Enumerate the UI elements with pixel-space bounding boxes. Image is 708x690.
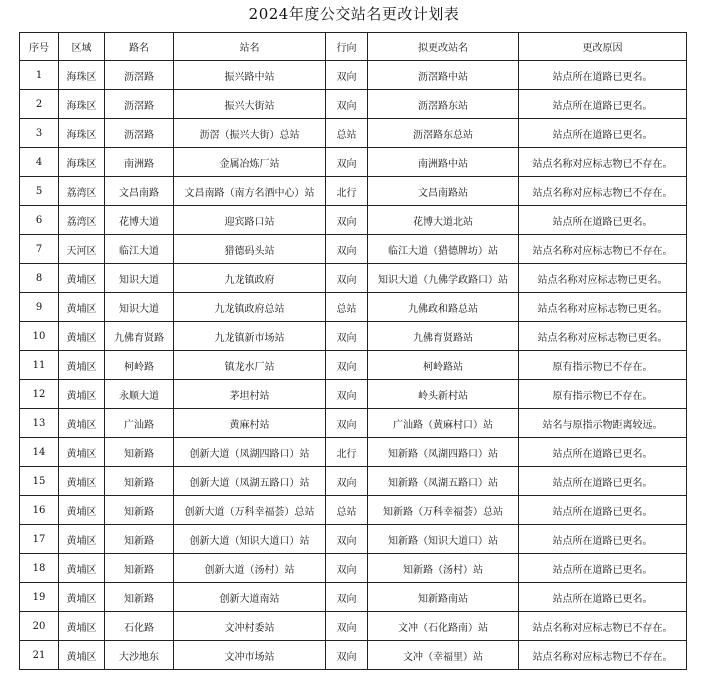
cell-index: 10 [20, 322, 59, 351]
cell-station: 创新大道（万科幸福荟）总站 [174, 496, 326, 525]
cell-direction: 双向 [326, 409, 368, 438]
cell-reason: 站点所在道路已更名。 [519, 206, 687, 235]
table-row [20, 525, 687, 554]
cell-district: 海珠区 [59, 90, 105, 119]
table-row [20, 554, 687, 583]
cell-station: 茅坦村站 [174, 380, 326, 409]
cell-district: 黄埔区 [59, 525, 105, 554]
cell-station: 创新大道（知识大道口）站 [174, 525, 326, 554]
cell-district: 黄埔区 [59, 554, 105, 583]
cell-direction: 北行 [326, 438, 368, 467]
cell-new-station: 岭头新村站 [368, 380, 519, 409]
cell-station: 创新大道（凤湖四路口）站 [174, 438, 326, 467]
cell-index: 13 [20, 409, 59, 438]
cell-district: 海珠区 [59, 61, 105, 90]
cell-reason: 站点所在道路已更名。 [519, 554, 687, 583]
cell-new-station: 临江大道（猎德牌坊）站 [368, 235, 519, 264]
table-row [20, 293, 687, 322]
table-row [20, 351, 687, 380]
cell-road: 广汕路 [105, 409, 174, 438]
cell-index: 16 [20, 496, 59, 525]
cell-station: 迎宾路口站 [174, 206, 326, 235]
cell-new-station: 南洲路中站 [368, 148, 519, 177]
cell-index: 15 [20, 467, 59, 496]
cell-direction: 双向 [326, 264, 368, 293]
cell-station: 九龙镇新市场站 [174, 322, 326, 351]
cell-district: 黄埔区 [59, 322, 105, 351]
table-row [20, 148, 687, 177]
cell-direction: 总站 [326, 293, 368, 322]
cell-reason: 站点名称对应标志物已更名。 [519, 264, 687, 293]
cell-index: 2 [20, 90, 59, 119]
table-row [20, 177, 687, 206]
cell-district: 荔湾区 [59, 177, 105, 206]
cell-reason: 站点所在道路已更名。 [519, 496, 687, 525]
cell-index: 7 [20, 235, 59, 264]
cell-new-station: 文冲（幸福里）站 [368, 641, 519, 670]
table-row [20, 496, 687, 525]
cell-index: 3 [20, 119, 59, 148]
cell-station: 金属冶炼厂站 [174, 148, 326, 177]
table-body [20, 61, 687, 670]
header-district: 区域 [59, 33, 105, 61]
cell-new-station: 柯岭路站 [368, 351, 519, 380]
cell-direction: 双向 [326, 206, 368, 235]
cell-reason: 站点名称对应标志物已不存在。 [519, 148, 687, 177]
table-row [20, 641, 687, 670]
cell-reason: 站点名称对应标志物已不存在。 [519, 641, 687, 670]
cell-direction: 总站 [326, 119, 368, 148]
cell-road: 花博大道 [105, 206, 174, 235]
header-station: 站名 [174, 33, 326, 61]
cell-district: 海珠区 [59, 119, 105, 148]
cell-new-station: 花博大道北站 [368, 206, 519, 235]
cell-direction: 双向 [326, 612, 368, 641]
cell-direction: 双向 [326, 90, 368, 119]
cell-district: 黄埔区 [59, 641, 105, 670]
cell-direction: 双向 [326, 380, 368, 409]
cell-district: 黄埔区 [59, 583, 105, 612]
table-header-row [20, 33, 687, 61]
cell-reason: 站点所在道路已更名。 [519, 467, 687, 496]
cell-direction: 双向 [326, 61, 368, 90]
cell-new-station: 九佛政和路总站 [368, 293, 519, 322]
cell-direction: 双向 [326, 322, 368, 351]
cell-reason: 站点所在道路已更名。 [519, 61, 687, 90]
cell-direction: 双向 [326, 583, 368, 612]
cell-district: 黄埔区 [59, 438, 105, 467]
cell-index: 6 [20, 206, 59, 235]
cell-index: 21 [20, 641, 59, 670]
cell-district: 黄埔区 [59, 612, 105, 641]
cell-district: 海珠区 [59, 148, 105, 177]
cell-station: 九龙镇政府总站 [174, 293, 326, 322]
cell-reason: 原有指示物已不存在。 [519, 351, 687, 380]
cell-road: 知新路 [105, 496, 174, 525]
cell-direction: 双向 [326, 235, 368, 264]
cell-new-station: 知新路（汤村）站 [368, 554, 519, 583]
cell-new-station: 文冲（石化路南）站 [368, 612, 519, 641]
cell-district: 黄埔区 [59, 264, 105, 293]
cell-index: 14 [20, 438, 59, 467]
cell-district: 黄埔区 [59, 293, 105, 322]
cell-road: 知新路 [105, 438, 174, 467]
table-row [20, 467, 687, 496]
cell-district: 荔湾区 [59, 206, 105, 235]
cell-district: 黄埔区 [59, 496, 105, 525]
header-reason: 更改原因 [519, 33, 687, 61]
header-new-station: 拟更改站名 [368, 33, 519, 61]
cell-road: 南洲路 [105, 148, 174, 177]
cell-district: 黄埔区 [59, 380, 105, 409]
cell-index: 12 [20, 380, 59, 409]
cell-direction: 双向 [326, 148, 368, 177]
cell-reason: 站点所在道路已更名。 [519, 525, 687, 554]
cell-station: 创新大道南站 [174, 583, 326, 612]
cell-index: 8 [20, 264, 59, 293]
header-direction: 行向 [326, 33, 368, 61]
cell-station: 创新大道（凤湖五路口）站 [174, 467, 326, 496]
cell-index: 11 [20, 351, 59, 380]
cell-reason: 站点所在道路已更名。 [519, 438, 687, 467]
cell-index: 20 [20, 612, 59, 641]
cell-road: 九佛育贤路 [105, 322, 174, 351]
cell-direction: 双向 [326, 525, 368, 554]
cell-road: 知新路 [105, 467, 174, 496]
cell-station: 沥滘（振兴大街）总站 [174, 119, 326, 148]
table-row [20, 119, 687, 148]
cell-new-station: 知新路（万科幸福荟）总站 [368, 496, 519, 525]
cell-reason: 站点名称对应标志物已不存在。 [519, 612, 687, 641]
cell-reason: 站点名称对应标志物已更名。 [519, 293, 687, 322]
cell-direction: 双向 [326, 467, 368, 496]
cell-road: 沥滘路 [105, 119, 174, 148]
table-row [20, 264, 687, 293]
cell-index: 1 [20, 61, 59, 90]
cell-road: 临江大道 [105, 235, 174, 264]
cell-district: 天河区 [59, 235, 105, 264]
table-row [20, 322, 687, 351]
cell-reason: 站点所在道路已更名。 [519, 583, 687, 612]
cell-district: 黄埔区 [59, 467, 105, 496]
cell-road: 永顺大道 [105, 380, 174, 409]
header-index: 序号 [20, 33, 59, 61]
cell-new-station: 知新路（凤湖五路口）站 [368, 467, 519, 496]
cell-direction: 双向 [326, 351, 368, 380]
cell-new-station: 沥滘路东站 [368, 90, 519, 119]
cell-road: 大沙地东 [105, 641, 174, 670]
table-row [20, 409, 687, 438]
cell-road: 知新路 [105, 554, 174, 583]
cell-reason: 原有指示物已不存在。 [519, 380, 687, 409]
station-rename-table [19, 32, 687, 670]
cell-direction: 双向 [326, 641, 368, 670]
cell-road: 文昌南路 [105, 177, 174, 206]
cell-direction: 北行 [326, 177, 368, 206]
cell-station: 黄麻村站 [174, 409, 326, 438]
cell-road: 知识大道 [105, 264, 174, 293]
cell-index: 18 [20, 554, 59, 583]
table-row [20, 612, 687, 641]
cell-new-station: 文昌南路站 [368, 177, 519, 206]
table-row [20, 583, 687, 612]
table-row [20, 438, 687, 467]
cell-direction: 双向 [326, 554, 368, 583]
cell-road: 柯岭路 [105, 351, 174, 380]
cell-station: 九龙镇政府 [174, 264, 326, 293]
cell-new-station: 九佛育贤路站 [368, 322, 519, 351]
cell-new-station: 知识大道（九佛学政路口）站 [368, 264, 519, 293]
cell-station: 振兴路中站 [174, 61, 326, 90]
cell-road: 知新路 [105, 583, 174, 612]
cell-index: 5 [20, 177, 59, 206]
cell-direction: 总站 [326, 496, 368, 525]
header-road: 路名 [105, 33, 174, 61]
cell-road: 石化路 [105, 612, 174, 641]
cell-station: 文冲市场站 [174, 641, 326, 670]
cell-station: 镇龙水厂站 [174, 351, 326, 380]
cell-reason: 站名与原指示物距离较远。 [519, 409, 687, 438]
cell-station: 猎德码头站 [174, 235, 326, 264]
cell-reason: 站点名称对应标志物已不存在。 [519, 177, 687, 206]
cell-station: 文冲村委站 [174, 612, 326, 641]
table-row [20, 90, 687, 119]
cell-road: 知识大道 [105, 293, 174, 322]
cell-district: 黄埔区 [59, 351, 105, 380]
cell-new-station: 广汕路（黄麻村口）站 [368, 409, 519, 438]
cell-district: 黄埔区 [59, 409, 105, 438]
cell-station: 创新大道（汤村）站 [174, 554, 326, 583]
cell-new-station: 知新路（凤湖四路口）站 [368, 438, 519, 467]
cell-index: 17 [20, 525, 59, 554]
cell-reason: 站点所在道路已更名。 [519, 90, 687, 119]
cell-reason: 站点名称对应标志物已不存在。 [519, 235, 687, 264]
cell-new-station: 知新路南站 [368, 583, 519, 612]
cell-index: 9 [20, 293, 59, 322]
table-row [20, 206, 687, 235]
cell-new-station: 沥滘路中站 [368, 61, 519, 90]
cell-reason: 站点所在道路已更名。 [519, 119, 687, 148]
cell-new-station: 知新路（知识大道口）站 [368, 525, 519, 554]
document-title: 2024年度公交站名更改计划表 [248, 5, 460, 23]
cell-station: 文昌南路（南方名酒中心）站 [174, 177, 326, 206]
table-row [20, 61, 687, 90]
cell-new-station: 沥滘路东总站 [368, 119, 519, 148]
cell-index: 4 [20, 148, 59, 177]
cell-station: 振兴大街站 [174, 90, 326, 119]
cell-index: 19 [20, 583, 59, 612]
cell-road: 沥滘路 [105, 61, 174, 90]
cell-road: 知新路 [105, 525, 174, 554]
cell-reason: 站点名称对应标志物已更名。 [519, 322, 687, 351]
table-row [20, 235, 687, 264]
cell-road: 沥滘路 [105, 90, 174, 119]
table-row [20, 380, 687, 409]
